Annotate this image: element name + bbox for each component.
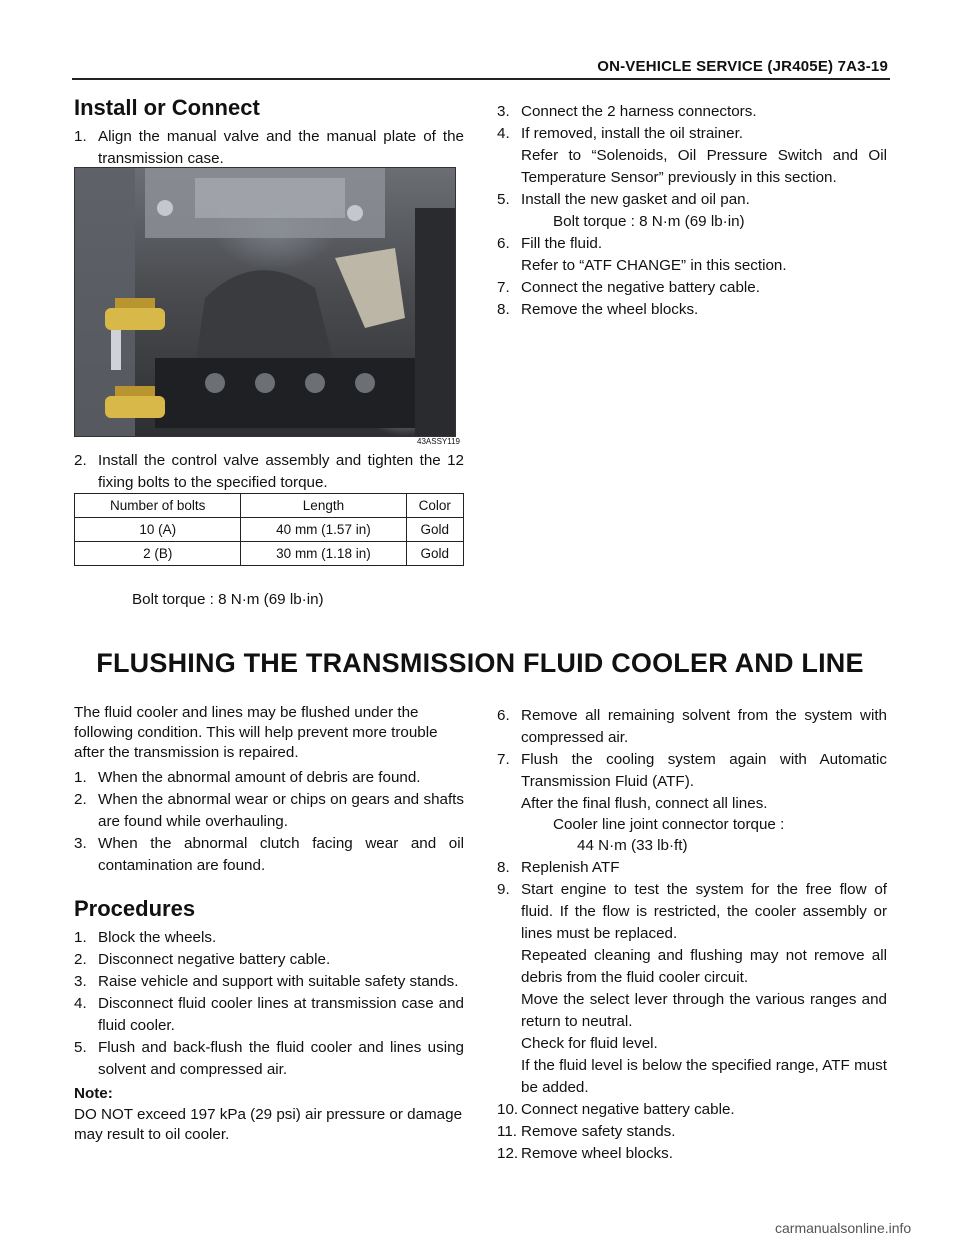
step-number: 8. bbox=[497, 859, 510, 876]
table-header-cell: Length bbox=[241, 494, 406, 518]
table-row bbox=[75, 518, 464, 542]
table-header-cell: Number of bolts bbox=[75, 494, 241, 518]
step-text: Flush the cooling system again with Automatic Transmission Fluid (ATF). bbox=[521, 751, 887, 790]
flushing-conditions-list bbox=[74, 767, 464, 877]
install-step-5 bbox=[497, 189, 887, 233]
flushing-step-9 bbox=[497, 879, 887, 1099]
condition-item bbox=[74, 833, 464, 877]
bolt-torque-spec: Bolt torque : 8 N·m (69 lb·in) bbox=[132, 591, 324, 608]
step-subtext: Move the select lever through the various ranges and return to neutral. bbox=[521, 991, 887, 1030]
install-step-4 bbox=[497, 123, 887, 189]
condition-number: 3. bbox=[74, 835, 87, 852]
step-number: 2. bbox=[74, 452, 87, 469]
step-text: Remove wheel blocks. bbox=[521, 1145, 673, 1162]
flushing-step-12 bbox=[497, 1143, 887, 1165]
flushing-step-8 bbox=[497, 857, 887, 879]
install-right-column bbox=[497, 101, 887, 321]
step-number: 3. bbox=[497, 103, 510, 120]
step-text: Connect the negative battery cable. bbox=[521, 279, 760, 296]
procedure-item bbox=[74, 971, 464, 993]
step-subtext: Check for fluid level. bbox=[521, 1035, 658, 1052]
note-label: Note: bbox=[74, 1085, 113, 1102]
install-step-6 bbox=[497, 233, 887, 277]
procedures-heading: Procedures bbox=[74, 896, 196, 921]
table-header-cell: Color bbox=[406, 494, 464, 518]
flushing-step-7 bbox=[497, 749, 887, 857]
procedure-item bbox=[74, 993, 464, 1037]
step-text: Replenish ATF bbox=[521, 859, 620, 876]
step-number: 4. bbox=[497, 125, 510, 142]
procedure-text: Raise vehicle and support with suitable safety stands. bbox=[98, 973, 459, 990]
procedure-text: Disconnect fluid cooler lines at transmission case and fluid cooler. bbox=[98, 995, 464, 1034]
step-text: If removed, install the oil strainer. bbox=[521, 125, 744, 142]
condition-text: When the abnormal amount of debris are found. bbox=[98, 769, 421, 786]
step-text: Remove safety stands. bbox=[521, 1123, 676, 1140]
procedure-item bbox=[74, 949, 464, 971]
step-subtext: Repeated cleaning and flushing may not remove all debris from the fluid cooler circuit. bbox=[521, 947, 887, 986]
step-number: 7. bbox=[497, 279, 510, 296]
install-step-8 bbox=[497, 299, 887, 321]
flushing-right-step-list bbox=[497, 705, 887, 1165]
control-valve-illustration bbox=[75, 168, 455, 436]
step-number: 5. bbox=[497, 191, 510, 208]
procedure-item bbox=[74, 927, 464, 949]
step-number: 1. bbox=[74, 128, 87, 145]
cooler-torque-value: 44 N·m (33 lb·ft) bbox=[577, 837, 688, 854]
site-watermark: carmanualsonline.info bbox=[775, 1220, 912, 1236]
table-header-row bbox=[75, 494, 464, 518]
step-text: Align the manual valve and the manual plate of the transmission case. bbox=[98, 128, 464, 167]
procedure-number: 4. bbox=[74, 995, 87, 1012]
step-torque: Bolt torque : 8 N·m (69 lb·in) bbox=[553, 213, 745, 230]
step-number: 9. bbox=[497, 881, 510, 898]
install-step-3 bbox=[497, 101, 887, 123]
procedure-text: Flush and back-flush the fluid cooler and lines using solvent and compressed air. bbox=[98, 1039, 464, 1078]
flushing-step-11 bbox=[497, 1121, 887, 1143]
bolt-spec-table bbox=[74, 493, 464, 566]
step-number: 6. bbox=[497, 235, 510, 252]
flushing-intro: The fluid cooler and lines may be flushed under the following condition. This will help prevent more trouble after the transmission is repaired. bbox=[74, 704, 438, 761]
step-text: Remove all remaining solvent from the system with compressed air. bbox=[521, 707, 887, 746]
step-number: 8. bbox=[497, 301, 510, 318]
step-subtext: After the final flush, connect all lines. bbox=[521, 795, 768, 812]
install-step-list-2 bbox=[74, 450, 464, 494]
page-header-title: ON-VEHICLE SERVICE (JR405E) 7A3-19 bbox=[597, 58, 888, 75]
install-step-list bbox=[74, 126, 464, 170]
step-text: Remove the wheel blocks. bbox=[521, 301, 699, 318]
step-text: Install the control valve assembly and tighten the 12 fixing bolts to the specified torque. bbox=[98, 452, 464, 491]
condition-item bbox=[74, 767, 464, 789]
install-step-2-block bbox=[74, 450, 464, 494]
condition-number: 2. bbox=[74, 791, 87, 808]
procedure-number: 5. bbox=[74, 1039, 87, 1056]
step-text: Start engine to test the system for the free flow of fluid. If the flow is restricted, the cooler assembly or lines must be replaced. bbox=[521, 881, 887, 942]
table-cell: Gold bbox=[406, 518, 464, 542]
condition-item bbox=[74, 789, 464, 833]
step-number: 6. bbox=[497, 707, 510, 724]
install-step-2 bbox=[74, 450, 464, 494]
step-text: Connect the 2 harness connectors. bbox=[521, 103, 757, 120]
step-text: Fill the fluid. bbox=[521, 235, 603, 252]
table-cell: 40 mm (1.57 in) bbox=[241, 518, 406, 542]
condition-text: When the abnormal wear or chips on gears and shafts are found while overhauling. bbox=[98, 791, 464, 830]
flushing-step-6 bbox=[497, 705, 887, 749]
install-left-column bbox=[74, 94, 464, 170]
cooler-torque-label: Cooler line joint connector torque : bbox=[553, 816, 785, 833]
procedure-number: 2. bbox=[74, 951, 87, 968]
flushing-section-title: FLUSHING THE TRANSMISSION FLUID COOLER AND LINE bbox=[96, 648, 864, 678]
step-text: Connect negative battery cable. bbox=[521, 1101, 735, 1118]
install-right-step-list bbox=[497, 101, 887, 321]
table-cell: 2 (B) bbox=[75, 542, 241, 566]
page-header bbox=[72, 56, 890, 80]
table-row bbox=[75, 542, 464, 566]
table-cell: 30 mm (1.18 in) bbox=[241, 542, 406, 566]
flushing-step-10 bbox=[497, 1099, 887, 1121]
step-number: 10. bbox=[497, 1101, 519, 1118]
procedure-text: Block the wheels. bbox=[98, 929, 217, 946]
control-valve-photo bbox=[74, 167, 456, 437]
table-cell: 10 (A) bbox=[75, 518, 241, 542]
install-heading: Install or Connect bbox=[74, 95, 260, 120]
step-subtext: If the fluid level is below the specified range, ATF must be added. bbox=[521, 1057, 887, 1096]
condition-text: When the abnormal clutch facing wear and oil contamination are found. bbox=[98, 835, 464, 874]
step-number: 11. bbox=[497, 1123, 517, 1140]
step-number: 12. bbox=[497, 1145, 519, 1162]
table-cell: Gold bbox=[406, 542, 464, 566]
photo-caption: 43ASSY119 bbox=[417, 437, 460, 446]
procedure-number: 3. bbox=[74, 973, 87, 990]
install-step-1 bbox=[74, 126, 464, 170]
flushing-right-column bbox=[497, 705, 887, 1165]
note-text: DO NOT exceed 197 kPa (29 psi) air pressure or damage may result to oil cooler. bbox=[74, 1106, 463, 1143]
step-subtext: Refer to “Solenoids, Oil Pressure Switch and Oil Temperature Sensor” previously in this section. bbox=[521, 147, 887, 186]
install-step-7 bbox=[497, 277, 887, 299]
procedures-list bbox=[74, 927, 464, 1081]
step-number: 7. bbox=[497, 751, 510, 768]
condition-number: 1. bbox=[74, 769, 87, 786]
procedure-item bbox=[74, 1037, 464, 1081]
step-subtext: Refer to “ATF CHANGE” in this section. bbox=[521, 257, 787, 274]
step-text: Install the new gasket and oil pan. bbox=[521, 191, 750, 208]
procedure-number: 1. bbox=[74, 929, 87, 946]
flushing-left-column bbox=[74, 703, 464, 1149]
procedure-text: Disconnect negative battery cable. bbox=[98, 951, 331, 968]
